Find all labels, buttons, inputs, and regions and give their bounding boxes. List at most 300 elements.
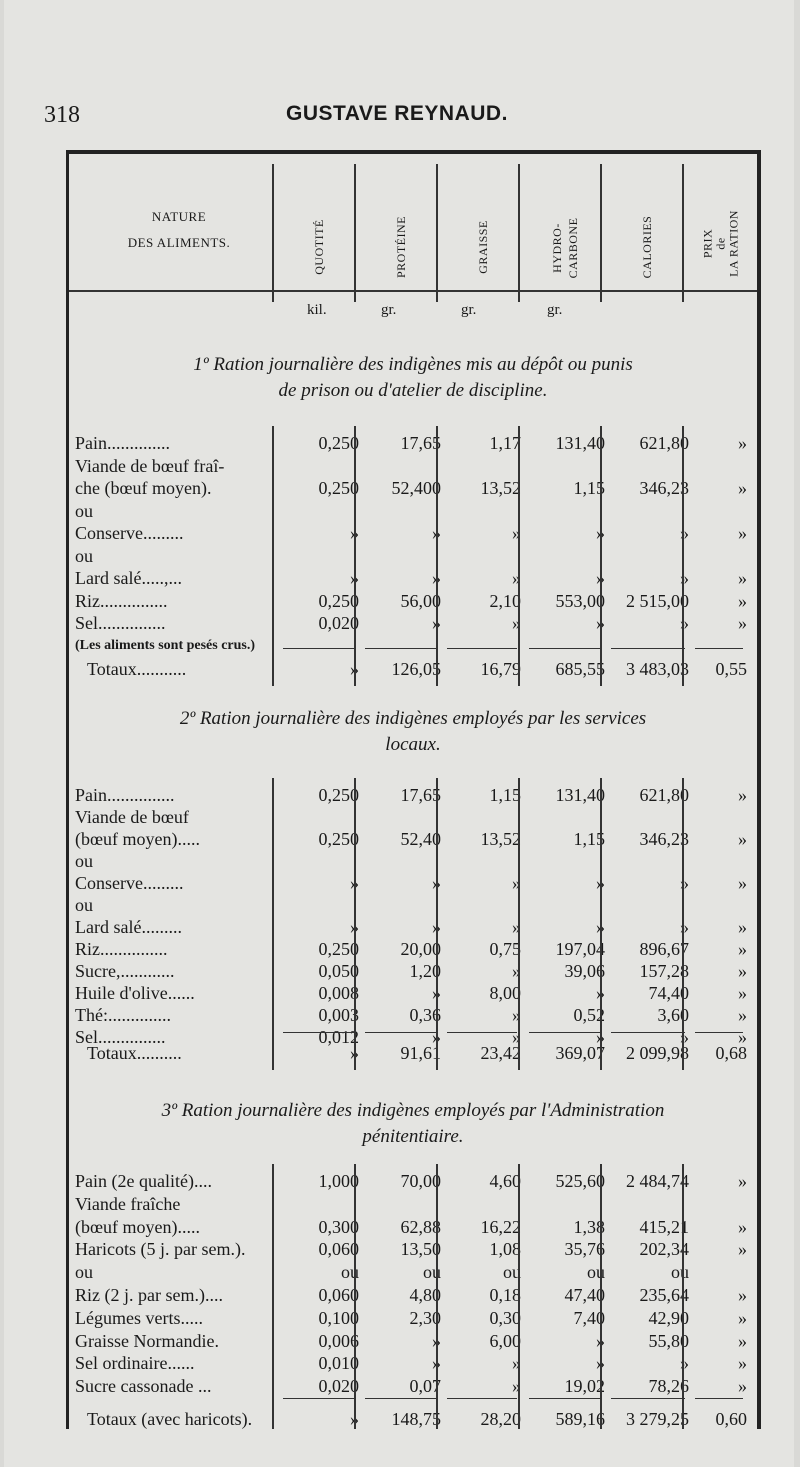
page-header: [44, 96, 744, 132]
total-rule: [611, 648, 685, 649]
row-cell: 4,60: [489, 1171, 521, 1191]
table-row: [69, 828, 757, 850]
table-row: [69, 455, 757, 477]
row-cell: 1,20: [409, 961, 441, 981]
row-cell: 553,00: [555, 590, 605, 611]
header-prix-line3: LA RATION: [726, 210, 741, 277]
row-cell: 346,23: [639, 478, 689, 498]
row-cell: »: [596, 1027, 605, 1047]
row-label: Pain...............: [75, 785, 175, 805]
row-cell: »: [738, 785, 747, 805]
row-cell: »: [738, 983, 747, 1003]
row-cell: »: [512, 1027, 521, 1047]
row-cell: »: [512, 613, 521, 633]
row-cell: »: [596, 1353, 605, 1374]
row-cell: 197,04: [555, 939, 605, 959]
total-rule: [447, 1032, 517, 1033]
total-rule: [283, 1032, 355, 1033]
table-row: [69, 500, 757, 522]
table-row: [69, 916, 757, 938]
row-cell: ou: [423, 1262, 441, 1283]
row-cell: 131,40: [555, 785, 605, 805]
row-cell: 0,300: [318, 1216, 359, 1237]
table-row: [69, 477, 757, 499]
row-cell: »: [596, 523, 605, 543]
row-cell: »: [738, 478, 747, 498]
total-cell: 369,07: [555, 1043, 605, 1063]
row-cell: 13,50: [400, 1239, 441, 1260]
table-row: [69, 850, 757, 872]
row-cell: »: [512, 568, 521, 588]
total-rule: [529, 1032, 601, 1033]
row-label: (Les aliments sont pesés crus.): [75, 637, 256, 653]
total-rule: [365, 648, 437, 649]
row-cell: »: [432, 1027, 441, 1047]
row-label: ou: [75, 895, 93, 915]
row-cell: 2,10: [489, 590, 521, 611]
row-label: Pain..............: [75, 433, 171, 453]
row-cell: 6,00: [489, 1330, 521, 1351]
row-label: che (bœuf moyen).: [75, 478, 212, 498]
header-hydro: [549, 198, 581, 298]
row-label: Sel...............: [75, 1027, 166, 1047]
row-label: Sucre cassonade ...: [75, 1376, 212, 1397]
row-cell: »: [350, 917, 359, 937]
row-cell: 13,52: [480, 478, 521, 498]
table-row: [69, 1307, 757, 1329]
col-rule-5: [600, 164, 602, 302]
row-cell: 16,22: [480, 1216, 521, 1237]
row-cell: »: [512, 1005, 521, 1025]
header-prix-line2: de: [713, 237, 728, 250]
total-rule: [611, 1032, 685, 1033]
table-row: [69, 567, 757, 589]
book-page: [4, 0, 794, 1467]
section3-title-line1: 3º Ration journalière des indigènes employés par l'Administration: [161, 1100, 665, 1121]
row-cell: »: [738, 1216, 747, 1237]
row-cell: 0,100: [318, 1307, 359, 1328]
row-cell: »: [596, 1330, 605, 1351]
row-label: Viande de bœuf fraî-: [75, 455, 225, 476]
unit-gr-graisse: gr.: [461, 302, 477, 318]
table-row: [69, 1216, 757, 1238]
row-label: Graisse Normandie.: [75, 1330, 219, 1351]
row-cell: »: [738, 961, 747, 981]
header-quotite: QUOTITÉ: [312, 219, 326, 275]
page-number: 318: [44, 102, 80, 128]
row-cell: »: [738, 523, 747, 543]
row-cell: 1,17: [489, 433, 521, 453]
row-cell: »: [738, 590, 747, 611]
row-cell: 621,80: [639, 785, 689, 805]
total-cell: 0,55: [715, 659, 747, 679]
row-cell: 7,40: [573, 1307, 605, 1328]
section1-title: [69, 352, 757, 404]
row-cell: 0,30: [489, 1307, 521, 1328]
row-cell: »: [432, 917, 441, 937]
row-cell: 0,07: [409, 1376, 441, 1397]
row-label: Haricots (5 j. par sem.).: [75, 1239, 246, 1260]
table-row: [69, 1330, 757, 1352]
row-cell: 621,80: [639, 433, 689, 453]
row-label: ou: [75, 1262, 93, 1283]
row-cell: 62,88: [400, 1216, 441, 1237]
table-row: [69, 1352, 757, 1374]
row-cell: »: [680, 1027, 689, 1047]
row-label: Viande fraîche: [75, 1193, 181, 1214]
row-cell: 0,020: [318, 1376, 359, 1397]
row-cell: »: [680, 568, 689, 588]
row-cell: ou: [341, 1262, 359, 1283]
row-label: Conserve.........: [75, 523, 184, 543]
table-row: [69, 982, 757, 1004]
row-cell: 19,02: [564, 1376, 605, 1397]
row-label: ou: [75, 545, 93, 566]
unit-gr-hydro: gr.: [547, 302, 563, 318]
table-row: [69, 432, 757, 454]
row-cell: »: [680, 613, 689, 633]
row-cell: 2 484,74: [626, 1171, 689, 1191]
header-graisse: GRAISSE: [476, 220, 490, 274]
section2-title-line1: 2º Ration journalière des indigènes employés par les services: [179, 708, 647, 729]
row-cell: 525,60: [555, 1171, 605, 1191]
row-cell: »: [596, 613, 605, 633]
row-cell: 35,76: [564, 1239, 605, 1260]
row-cell: 0,36: [409, 1005, 441, 1025]
total-label: Totaux..........: [87, 1043, 182, 1063]
col-rule: [272, 426, 274, 686]
col-rule: [682, 1164, 684, 1429]
col-rule: [436, 778, 438, 1070]
ration-table: [66, 150, 761, 1429]
row-cell: 346,23: [639, 829, 689, 849]
row-label: Riz...............: [75, 590, 168, 611]
row-cell: »: [738, 1285, 747, 1305]
table-row: [69, 522, 757, 544]
row-cell: 78,26: [648, 1376, 689, 1397]
total-rule: [283, 1398, 355, 1399]
row-cell: 8,00: [489, 983, 521, 1003]
row-cell: 0,250: [318, 590, 359, 611]
section3-title: [69, 1098, 757, 1150]
total-cell: »: [350, 659, 359, 679]
col-rule: [682, 778, 684, 1070]
table-row: [69, 1284, 757, 1306]
row-cell: »: [738, 1027, 747, 1047]
row-cell: 0,250: [318, 478, 359, 498]
total-cell: 91,61: [400, 1043, 441, 1063]
col-rule: [354, 426, 356, 686]
row-label: Huile d'olive......: [75, 983, 195, 1003]
row-cell: »: [738, 873, 747, 893]
table-row: [69, 938, 757, 960]
table-row: [69, 784, 757, 806]
row-label: Viande de bœuf: [75, 807, 189, 827]
row-cell: 0,012: [318, 1027, 359, 1047]
row-cell: »: [432, 523, 441, 543]
total-cell: 0,68: [715, 1043, 747, 1063]
table-row: [69, 806, 757, 828]
row-cell: »: [432, 873, 441, 893]
row-cell: 0,060: [318, 1285, 359, 1305]
header-nature-line2: DES ALIMENTS.: [127, 235, 231, 250]
row-cell: »: [680, 873, 689, 893]
column-headers: [69, 154, 757, 318]
col-rule-2: [354, 164, 356, 302]
section3-title-line2: pénitentiaire.: [362, 1126, 464, 1147]
row-cell: 157,28: [639, 961, 689, 981]
row-cell: »: [432, 568, 441, 588]
header-prix-line1: PRIX: [700, 228, 715, 259]
total-row: [69, 1042, 757, 1064]
row-cell: »: [350, 873, 359, 893]
row-cell: 0,010: [318, 1353, 359, 1374]
col-rule-6: [682, 164, 684, 302]
row-cell: 1,38: [573, 1216, 605, 1237]
row-cell: »: [512, 961, 521, 981]
row-label: ou: [75, 500, 93, 521]
total-rule: [365, 1398, 437, 1399]
row-cell: »: [738, 1171, 747, 1191]
row-cell: 1,000: [318, 1171, 359, 1191]
row-label: (bœuf moyen).....: [75, 829, 200, 849]
row-label: Sel ordinaire......: [75, 1353, 195, 1374]
row-cell: 0,006: [318, 1330, 359, 1351]
row-cell: 70,00: [400, 1171, 441, 1191]
row-cell: 52,400: [391, 478, 441, 498]
total-row: [69, 1408, 757, 1430]
section1-title-line1: 1º Ration journalière des indigènes mis au dépôt ou punis: [193, 354, 633, 375]
row-label: Légumes verts.....: [75, 1307, 203, 1328]
total-cell: »: [350, 1043, 359, 1063]
row-cell: 202,34: [639, 1239, 689, 1260]
table-row: [69, 1193, 757, 1215]
header-hydro-line2: CARBONE: [566, 217, 580, 279]
header-calories: CALORIES: [640, 215, 654, 279]
row-cell: 74,40: [648, 983, 689, 1003]
col-rule: [272, 778, 274, 1070]
total-label: Totaux (avec haricots).: [87, 1409, 253, 1429]
row-cell: 131,40: [555, 433, 605, 453]
row-label: Riz...............: [75, 939, 168, 959]
col-rule-4: [518, 164, 520, 302]
row-label: Sucre,............: [75, 961, 175, 981]
row-cell: »: [738, 568, 747, 588]
total-cell: 685,55: [555, 659, 605, 679]
row-cell: »: [738, 829, 747, 849]
row-cell: 39,06: [564, 961, 605, 981]
row-cell: »: [512, 873, 521, 893]
row-cell: »: [596, 983, 605, 1003]
row-cell: 0,003: [318, 1005, 359, 1025]
row-cell: 896,67: [639, 939, 689, 959]
row-cell: 0,050: [318, 961, 359, 981]
row-cell: 0,020: [318, 613, 359, 633]
row-cell: 2 515,00: [626, 590, 689, 611]
row-cell: 20,00: [400, 939, 441, 959]
row-label: Lard salé.....,...: [75, 568, 182, 588]
header-prix: [702, 204, 741, 284]
row-label: Riz (2 j. par sem.)....: [75, 1285, 223, 1305]
row-cell: ou: [587, 1262, 605, 1283]
table-row: [69, 590, 757, 612]
row-cell: »: [738, 1307, 747, 1328]
row-cell: 0,250: [318, 785, 359, 805]
row-cell: 1,15: [573, 478, 605, 498]
row-cell: »: [512, 523, 521, 543]
total-label: Totaux...........: [87, 659, 187, 679]
row-cell: 2,30: [409, 1307, 441, 1328]
col-rule: [600, 778, 602, 1070]
total-rule: [529, 1398, 601, 1399]
row-cell: »: [350, 568, 359, 588]
total-rule: [695, 1398, 743, 1399]
col-rule: [436, 1164, 438, 1429]
table-row: [69, 1238, 757, 1260]
col-rule: [272, 1164, 274, 1429]
row-cell: 47,40: [564, 1285, 605, 1305]
table-row: [69, 1375, 757, 1397]
table-row: [69, 635, 757, 657]
running-title: GUSTAVE REYNAUD.: [286, 102, 508, 125]
row-cell: »: [596, 568, 605, 588]
row-cell: »: [512, 917, 521, 937]
row-cell: »: [350, 523, 359, 543]
col-rule-1: [272, 164, 274, 302]
header-proteine: PROTÉINE: [394, 216, 408, 278]
header-hydro-line1: HYDRO-: [550, 223, 564, 273]
row-cell: »: [432, 1330, 441, 1351]
row-cell: »: [512, 1376, 521, 1397]
row-label: (bœuf moyen).....: [75, 1216, 200, 1237]
row-label: Thé:..............: [75, 1005, 171, 1025]
row-label: Sel...............: [75, 613, 166, 633]
row-cell: 0,250: [318, 939, 359, 959]
table-row: [69, 1261, 757, 1283]
row-cell: »: [432, 983, 441, 1003]
col-rule: [600, 1164, 602, 1429]
row-cell: 0,75: [489, 939, 521, 959]
table-row: [69, 1170, 757, 1192]
header-nature: [79, 204, 279, 256]
total-rule: [695, 1032, 743, 1033]
total-rule: [695, 648, 743, 649]
col-rule: [518, 1164, 520, 1429]
table-row: [69, 872, 757, 894]
row-cell: 3,60: [657, 1005, 689, 1025]
row-cell: 52,40: [400, 829, 441, 849]
total-rule: [283, 648, 355, 649]
row-cell: »: [738, 939, 747, 959]
col-rule: [682, 426, 684, 686]
col-rule: [600, 426, 602, 686]
section2-title: [69, 706, 757, 758]
table-row: [69, 894, 757, 916]
row-cell: »: [738, 433, 747, 453]
row-cell: »: [432, 1353, 441, 1374]
row-cell: »: [680, 917, 689, 937]
col-rule-3: [436, 164, 438, 302]
row-cell: »: [738, 613, 747, 633]
section1-title-line2: de prison ou d'atelier de discipline.: [278, 380, 548, 401]
unit-gr-proteine: gr.: [381, 302, 397, 318]
row-cell: 1,15: [489, 785, 521, 805]
row-cell: ou: [671, 1262, 689, 1283]
row-cell: »: [512, 1353, 521, 1374]
total-cell: 126,05: [391, 659, 441, 679]
row-cell: 1,08: [489, 1239, 521, 1260]
header-nature-line1: NATURE: [151, 209, 207, 224]
col-rule: [518, 778, 520, 1070]
table-row: [69, 545, 757, 567]
row-cell: 0,060: [318, 1239, 359, 1260]
row-cell: ou: [503, 1262, 521, 1283]
total-rule: [447, 648, 517, 649]
row-cell: 56,00: [400, 590, 441, 611]
total-cell: 0,60: [715, 1409, 747, 1429]
row-cell: 0,008: [318, 983, 359, 1003]
total-cell: 3 279,25: [626, 1409, 689, 1429]
section2-title-line2: locaux.: [385, 734, 441, 755]
total-rule: [447, 1398, 517, 1399]
row-cell: »: [738, 1330, 747, 1351]
total-rule: [529, 648, 601, 649]
row-cell: »: [738, 1376, 747, 1397]
total-cell: 2 099,98: [626, 1043, 689, 1063]
row-cell: 0,250: [318, 829, 359, 849]
total-row: [69, 658, 757, 680]
col-rule: [436, 426, 438, 686]
total-cell: 589,16: [555, 1409, 605, 1429]
total-cell: 148,75: [391, 1409, 441, 1429]
header-rule: [69, 290, 757, 292]
total-cell: 23,42: [480, 1043, 521, 1063]
row-cell: 1,15: [573, 829, 605, 849]
col-rule: [354, 1164, 356, 1429]
row-cell: »: [596, 873, 605, 893]
row-label: Lard salé.........: [75, 917, 182, 937]
col-rule: [518, 426, 520, 686]
total-cell: 3 483,03: [626, 659, 689, 679]
row-cell: 0,52: [573, 1005, 605, 1025]
row-cell: »: [738, 1005, 747, 1025]
row-cell: 17,65: [400, 785, 441, 805]
total-cell: »: [350, 1409, 359, 1429]
row-label: ou: [75, 851, 93, 871]
total-cell: 28,20: [480, 1409, 521, 1429]
table-row: [69, 1004, 757, 1026]
row-cell: »: [432, 613, 441, 633]
row-cell: 13,52: [480, 829, 521, 849]
row-cell: 0,250: [318, 433, 359, 453]
row-cell: »: [680, 1353, 689, 1374]
row-cell: 235,64: [639, 1285, 689, 1305]
row-label: Pain (2e qualité)....: [75, 1171, 212, 1191]
row-cell: 415,21: [639, 1216, 689, 1237]
row-cell: »: [738, 1239, 747, 1260]
unit-kil: kil.: [307, 302, 327, 318]
total-rule: [611, 1398, 685, 1399]
row-cell: 17,65: [400, 433, 441, 453]
row-cell: »: [596, 917, 605, 937]
row-cell: 55,80: [648, 1330, 689, 1351]
row-cell: 0,18: [489, 1285, 521, 1305]
row-cell: 4,80: [409, 1285, 441, 1305]
col-rule: [354, 778, 356, 1070]
row-cell: »: [680, 523, 689, 543]
row-cell: »: [738, 917, 747, 937]
row-cell: »: [738, 1353, 747, 1374]
